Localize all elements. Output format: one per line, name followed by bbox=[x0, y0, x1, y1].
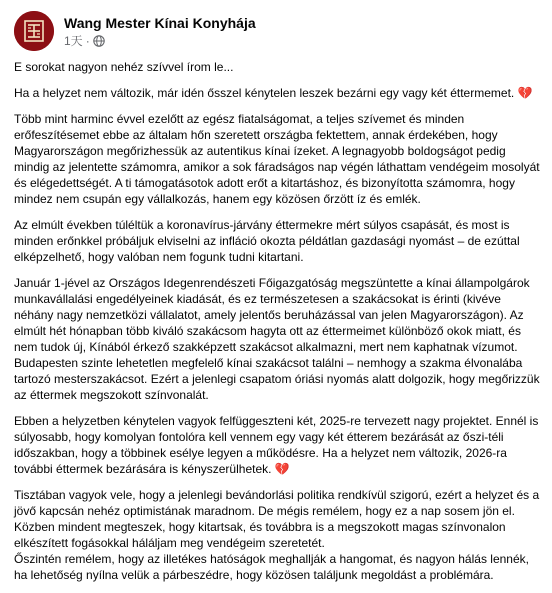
paragraph-text: Az elmúlt években túléltük a koronavírus-járvány éttermekre mért súlyos csapását, és most is minden erőnkkel próbáljuk elviselni az infláció okozta példátlan gazdasági nyomást – de ezúttal elképzelhető, hogy valóban nem fogunk tudni kitartani. bbox=[14, 218, 523, 264]
broken-heart-icon: 💔 bbox=[274, 462, 290, 476]
paragraph-warning bbox=[14, 85, 542, 101]
post-time[interactable]: 1天 bbox=[64, 33, 83, 48]
page-avatar[interactable] bbox=[14, 11, 54, 51]
paragraph-text: Január 1-jével az Országos Idegenrendészeti Főigazgatóság megszüntette a kínai állampolgárok munkavállalási engedélyeinek kiadását, és ez természetesen a szakácsokat is érinti (kivéve néhány nagy nemzetközi vállalatot, amely jelentős beruházással van jelen Magyarországon). Az elmúlt hét hónapban több kiváló szakácsom hagyta ott az éttermeimet különböző okok miatt, és nem tudok új, Kínából érkező szakképzett szakácsot alkalmazni, mert nem kaphatnak vízumot. Budapesten szinte lehetetlen megfelelő kínai szakácsot találni – nemhogy a szakma élvonalába tartozó mesterszakácsot. Ezért a jelenlegi csapatom óriási nyomás alatt dolgozik, hogy megőrizzük az éttermek megszokott színvonalát. bbox=[14, 276, 543, 402]
paragraph-pandemic bbox=[14, 217, 542, 265]
broken-heart-icon: 💔 bbox=[517, 86, 533, 100]
paragraph-text: Tisztában vagyok vele, hogy a jelenlegi bevándorlási politika rendkívül szigorú, ezért a helyzet és a jövő kapcsán nehéz optimistának maradnom. De mégis remélem, hogy ez a nap sosem jön el. Közben mindent megteszek, hogy kitartsak, és továbbra is a megszokott magas színvonalon elkészített fogásokkal hálálјam meg vendégeim szeretetét. Őszintén remélem, hogy az illetékes hatóságok meghallják a hangomat, és nagyon hálás lennék, ha lehetőség nyílna velük a párbeszédre, hogy közösen találjunk megoldást a problémára. bbox=[14, 488, 540, 582]
post-body bbox=[14, 59, 542, 593]
paragraph-history bbox=[14, 111, 542, 207]
separator-dot: · bbox=[85, 33, 90, 48]
post-subline bbox=[64, 33, 256, 49]
paragraph-hope bbox=[14, 487, 542, 583]
paragraph-text: Több mint harminc évvel ezelőtt az egész fiatalságomat, a teljes szívemet és minden erőfeszítésemet ebbe az általam hőn szeretett országba fektettem, annak érdekében, hogy Magyarországon megőrizhessük az autentikus kínai ízeket. A legnagyobb boldogságot pedig mindig az jelentette számomra, amikor a sok fáradságos nap végén láthattam vendégeim mosolyát és elégedettségét. A ti támogatásotok adott erőt a kitartáshoz, és bizonyította számomra, hogy mindez nem csupán egy vállalkozás, hanem egy közösen őrzött íz és emlék. bbox=[14, 112, 543, 206]
restaurant-logo-icon bbox=[14, 11, 54, 51]
paragraph-intro bbox=[14, 59, 542, 75]
paragraph-text: Ebben a helyzetben kénytelen vagyok felfüggeszteni két, 2025-re tervezett nagy projektet. Ennél is súlyosabb, hogy komolyan fontolóra kell vennem egy vagy két étterem bezárását az őszi-téli időszakban, hogy a többinek esélye legyen a működésre. Ha a helyzet nem változik, 2026-ra további éttermek bezárására is kényszerülhetek. bbox=[14, 414, 542, 476]
paragraph-work-permits bbox=[14, 275, 542, 403]
post-meta bbox=[64, 14, 256, 49]
post-header bbox=[14, 11, 256, 51]
paragraph-closures bbox=[14, 413, 542, 477]
paragraph-text: Ha a helyzet nem változik, már idén ősszel kénytelen leszek bezárni egy vagy két éttermemet. bbox=[14, 86, 515, 100]
globe-icon[interactable] bbox=[93, 35, 105, 47]
paragraph-text: E sorokat nagyon nehéz szívvel írom le... bbox=[14, 60, 234, 74]
page-name[interactable]: Wang Mester Kínai Konyhája bbox=[64, 14, 256, 31]
